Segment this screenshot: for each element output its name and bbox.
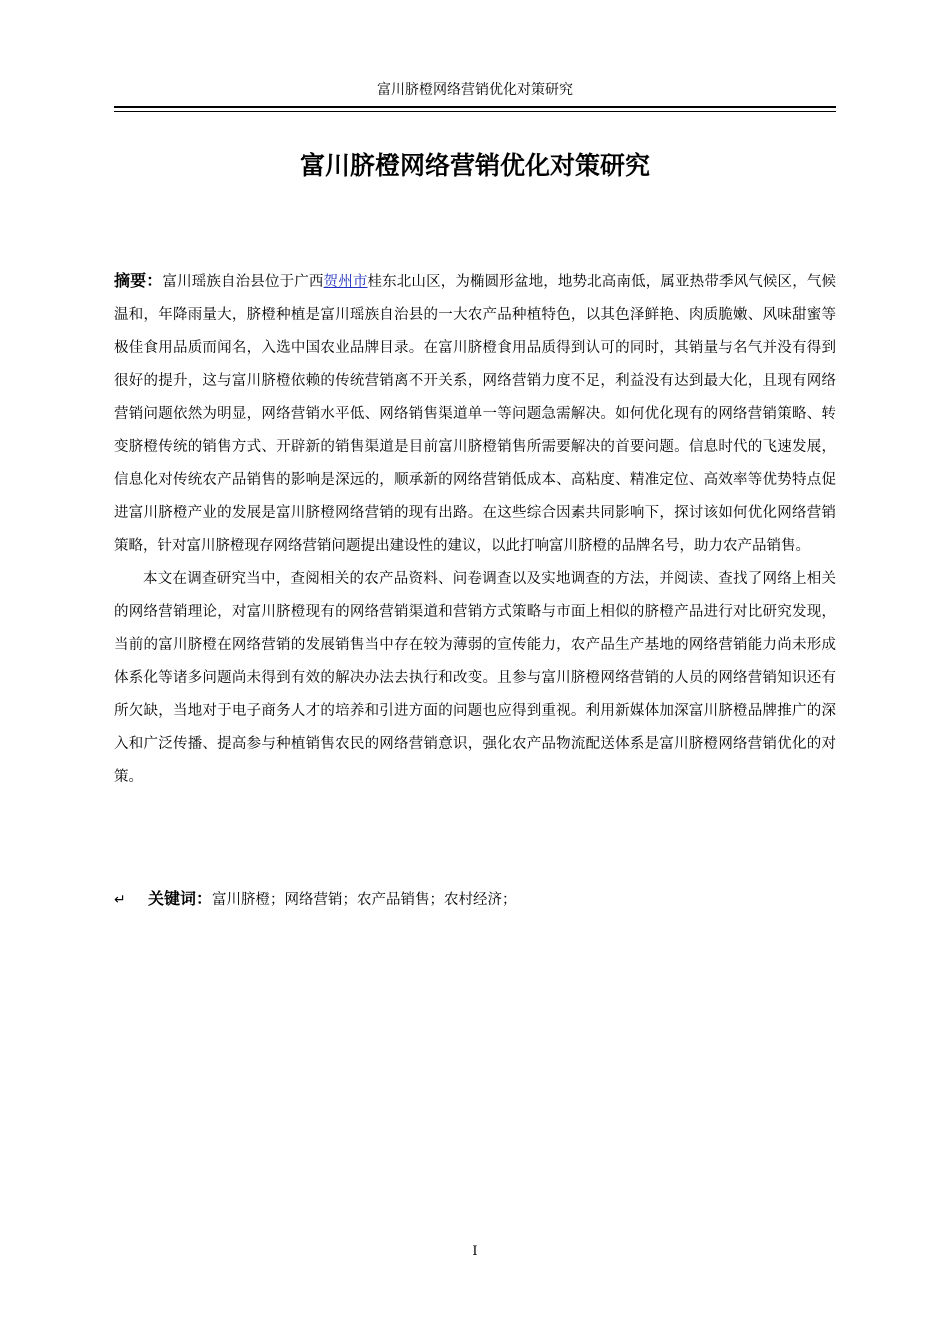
abstract-text-part-2: 桂东北山区，为椭圆形盆地，地势北高南低，属亚热带季风气候区，气候温和，年降雨量大，脐橙种植是富川瑶族自治县的一大农产品种植特色，以其色泽鲜艳、肉质脆嫩、风味甜蜜等极佳食用品质而闻名，入选中国农业品牌目录。在富川脐橙食用品质得到认可的同时，其销量与名气并没有得到很好的提升，这与富川脐橙依赖的传统营销离不开关系，网络营销力度不足，利益没有达到最大化，且现有网络营销问题依然为明显，网络营销水平低、网络销售渠道单一等问题急需解决。如何优化现有的网络营销策略、转变脐橙传统的销售方式、开辟新的销售渠道是目前富川脐橙销售所需要解决的首要问题。信息时代的飞速发展，信息化对传统农产品销售的影响是深远的，顺承新的网络营销低成本、高粘度、精准定位、高效率等优势特点促进富川脐橙产业的发展是富川脐橙网络营销的现有出路。在这些综合因素共同影响下，探讨该如何优化网络营销策略，针对富川脐橙现存网络营销问题提出建设性的建议，以此打响富川脐橙的品牌名号，助力农产品销售。 <box>114 274 836 554</box>
keywords-text: 富川脐橙；网络营销；农产品销售；农村经济； <box>212 892 517 908</box>
keywords-label: 关键词： <box>148 889 213 908</box>
abstract-section <box>114 264 836 794</box>
document-title: 富川脐橙网络营销优化对策研究 <box>299 151 650 180</box>
abstract-paragraph-1 <box>114 264 836 563</box>
keywords-line <box>114 884 836 915</box>
running-header-title: 富川脐橙网络营销优化对策研究 <box>377 82 573 98</box>
hezhou-city-link[interactable]: 贺州市 <box>323 274 368 290</box>
page-number: I <box>472 1244 478 1259</box>
abstract-paragraph-2: 本文在调查研究当中，查阅相关的农产品资料、问卷调查以及实地调查的方法，并阅读、查找了网络上相关的网络营销理论，对富川脐橙现有的网络营销渠道和营销方式策略与市面上相似的脐橙产品进行对比研究发现，当前的富川脐橙在网络营销的发展销售当中存在较为薄弱的宣传能力，农产品生产基地的网络营销能力尚未形成体系化等诸多问题尚未得到有效的解决办法去执行和改变。且参与富川脐橙网络营销的人员的网络营销知识还有所欠缺，当地对于电子商务人才的培养和引进方面的问题也应得到重视。利用新媒体加深富川脐橙品牌推广的深入和广泛传播、提高参与种植销售农民的网络营销意识，强化农产品物流配送体系是富川脐橙网络营销优化的对策。 <box>114 571 836 785</box>
abstract-label: 摘要： <box>114 271 163 290</box>
abstract-text-part-1: 富川瑶族自治县位于广西 <box>162 274 324 290</box>
return-arrow-icon: ↵ <box>114 892 126 908</box>
running-header <box>114 76 836 108</box>
